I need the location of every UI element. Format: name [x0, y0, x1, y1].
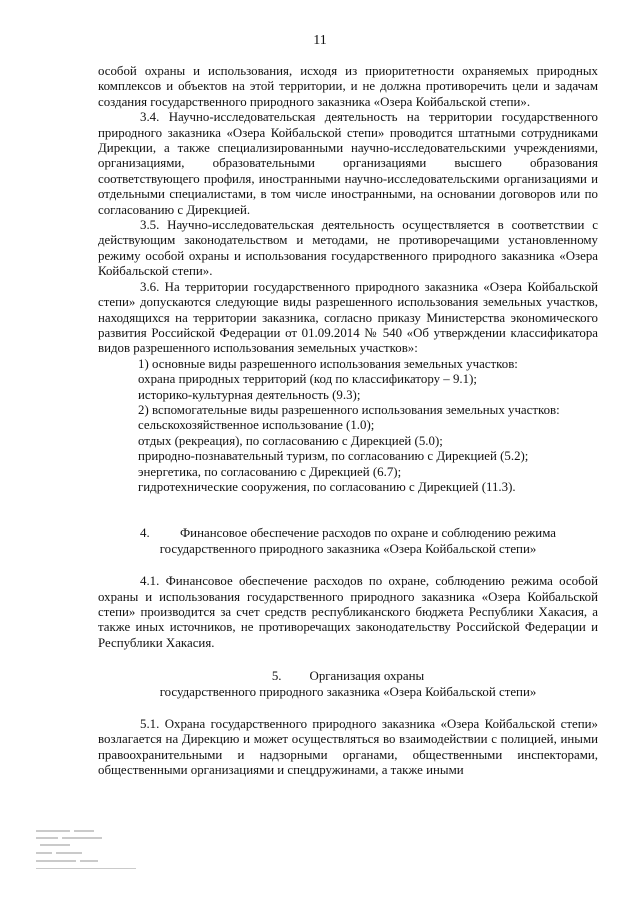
- list-item: охрана природных территорий (код по классификатору – 9.1);: [138, 372, 477, 387]
- paragraph-5-1: 5.1. Охрана государственного природного заказника «Озера Койбальской степи» возлагается на Дирекцию и может осуществляться во взаимодействии с полицией, иными правоохранительными и надзорными органами, общественными инспекторами, общественными организациями и спецдружинами, а также иными: [98, 717, 598, 778]
- paragraph-3-4: 3.4. Научно-исследовательская деятельность на территории государственного природного заказника «Озера Койбальской степи» проводится штатными сотрудниками Дирекции, а также специализированными научно-исследовательскими учреждениями, организациями, образовательными организациями высшего образования соответствующего профиля, иностранными научно-исследовательскими организациями и отдельными специалистами, в том числе иностранными, на основании договоров или по согласованию с Дирекцией.: [98, 110, 598, 217]
- faint-stamp-mark: [34, 828, 142, 874]
- paragraph-3-6: 3.6. На территории государственного природного заказника «Озера Койбальской степи» допускаются следующие виды разрешенного использования земельных участков, находящихся на территории заказника, согласно приказу Министерства экономического развития Российской Федерации от 01.09.2014 № 540 «Об утверждении классификатора видов разрешенного использования земельных участков»:: [98, 279, 598, 356]
- paragraph-intro: особой охраны и использования, исходя из приоритетности охраняемых природных комплексов и объектов на этой территории, и не должна противоречить цели и задачам создания государственного природного заказника «Озера Койбальской степи».: [98, 64, 598, 109]
- permitted-use-list: [138, 357, 598, 496]
- page-number: 11: [313, 33, 327, 48]
- list-item: 1) основные виды разрешенного использования земельных участков:: [138, 356, 518, 371]
- paragraph-3-5: 3.5. Научно-исследовательская деятельность осуществляется в соответствии с действующим законодательством и методами, не противоречащими установленному режиму особой охраны и использования государственного природного заказника «Озера Койбальской степи».: [98, 218, 598, 279]
- paragraph-4-1: 4.1. Финансовое обеспечение расходов по охране, соблюдению режима особой охраны и использования государственного природного заказника «Озера Койбальской степи» производится за счет средств республиканского бюджета Республики Хакасия, а также иных источников, не противоречащих законодательству Российской Федерации и Республики Хакасия.: [98, 574, 598, 650]
- list-item: 2) вспомогательные виды разрешенного использования земельных участков:: [138, 402, 560, 417]
- list-item: энергетика, по согласованию с Дирекцией (6.7);: [138, 464, 402, 479]
- section-4-title-line1: Финансовое обеспечение расходов по охране и соблюдению режима: [180, 526, 556, 541]
- list-item: природно-познавательный туризм, по согласованию с Дирекцией (5.2);: [138, 449, 529, 464]
- document-body: [98, 64, 598, 779]
- section-4-number: 4.: [140, 526, 150, 541]
- list-item: гидротехнические сооружения, по согласованию с Дирекцией (11.3).: [138, 479, 516, 494]
- list-item: историко-культурная деятельность (9.3);: [138, 387, 361, 402]
- section-4-heading: [98, 526, 598, 541]
- section-5-heading: [98, 669, 598, 684]
- section-4-title-line2: государственного природного заказника «Озера Койбальской степи»: [159, 541, 537, 556]
- list-item: отдых (рекреация), по согласованию с Дирекцией (5.0);: [138, 433, 443, 448]
- section-5-title-line2: государственного природного заказника «Озера Койбальской степи»: [159, 684, 537, 699]
- section-5-title-line1: Организация охраны: [309, 669, 425, 684]
- section-5-number: 5.: [271, 669, 282, 684]
- list-item: сельскохозяйственное использование (1.0);: [138, 418, 375, 433]
